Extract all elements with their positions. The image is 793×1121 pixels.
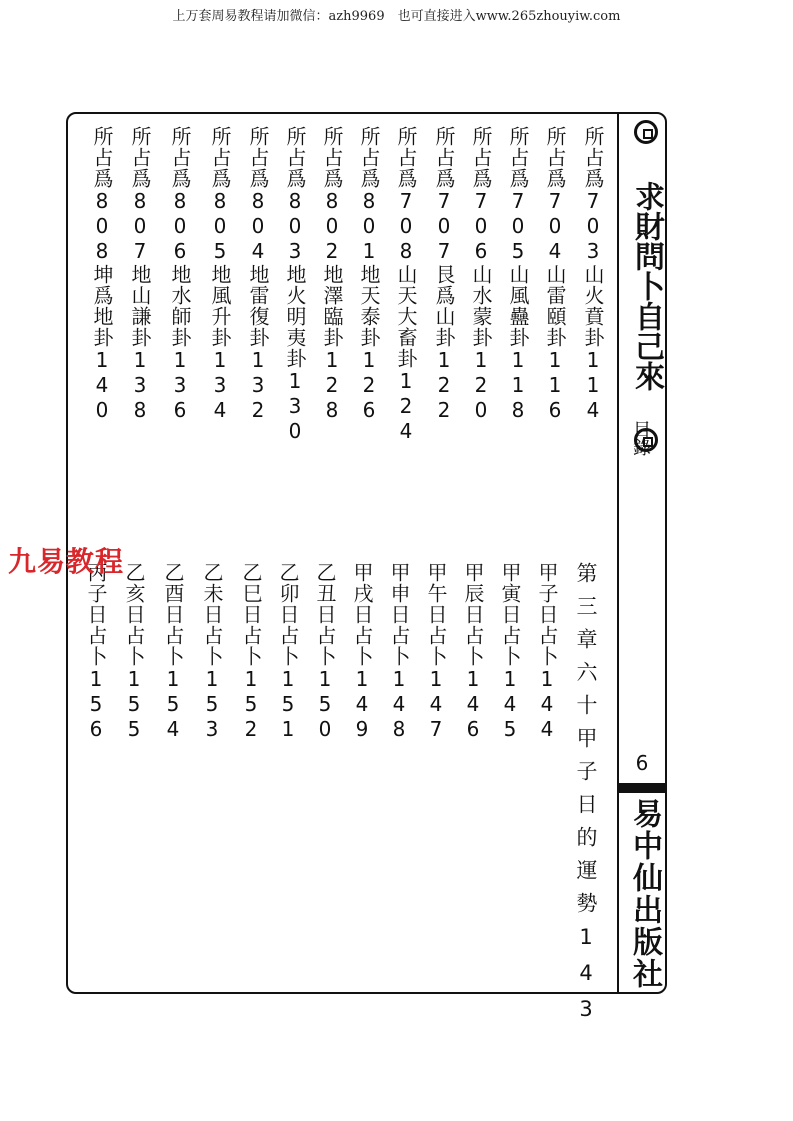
chapter-heading: 第三章六十甲子日的運勢143 [574,562,598,1033]
toc-entry: 所占爲803地火明夷卦130 [283,126,307,444]
toc-entry: 乙卯日占卜151 [276,562,300,742]
toc-entry: 所占爲805地風升卦134 [208,126,232,423]
toc-entry: 所占爲703山火賁卦114 [581,126,605,423]
toc-entry: 甲辰日占卜146 [461,562,485,742]
toc-entry: 所占爲708山天大畜卦124 [394,126,418,444]
section-subtitle: 目錄 [630,420,651,456]
toc-entry: 所占爲705山風蠱卦118 [506,126,530,423]
toc-entry: 甲戌日占卜149 [350,562,374,742]
toc-entry: 所占爲807地山謙卦138 [128,126,152,423]
toc-entry: 乙巳日占卜152 [239,562,263,742]
toc-entry: 所占爲804地雷復卦132 [246,126,270,423]
toc-entry: 甲申日占卜148 [387,562,411,742]
top-banner: 上万套周易教程请加微信：azh9969 也可直接进入www.265zhouyiw.com [172,9,621,24]
page-number: 6 [635,751,649,775]
toc-entry: 所占爲808坤爲地卦140 [90,126,114,423]
toc-entry: 丙子日占卜156 [84,562,108,742]
toc-entry: 所占爲706山水蒙卦120 [469,126,493,423]
toc-entry: 所占爲704山雷頤卦116 [543,126,567,423]
toc-entry: 乙丑日占卜150 [313,562,337,742]
publisher-name: 易中仙出版社 [627,798,662,990]
toc-entry: 所占爲707艮爲山卦122 [432,126,456,423]
thick-rule [619,783,666,793]
toc-entry: 甲子日占卜144 [535,562,559,742]
book-title [622,118,662,454]
toc-entry: 乙酉日占卜154 [161,562,185,742]
book-title-text: 求財問卜自己來 [629,181,664,391]
toc-entry: 甲寅日占卜145 [498,562,522,742]
toc-entry: 乙未日占卜153 [200,562,224,742]
toc-entry: 所占爲801地天泰卦126 [357,126,381,423]
watermark-text: 九易教程 [8,545,125,578]
side-divider [617,112,619,994]
toc-entry: 所占爲806地水師卦136 [168,126,192,423]
toc-entry: 甲午日占卜147 [424,562,448,742]
toc-entry: 乙亥日占卜155 [122,562,146,742]
toc-entry: 所占爲802地澤臨卦128 [320,126,344,423]
circle-mark-icon [634,120,658,144]
